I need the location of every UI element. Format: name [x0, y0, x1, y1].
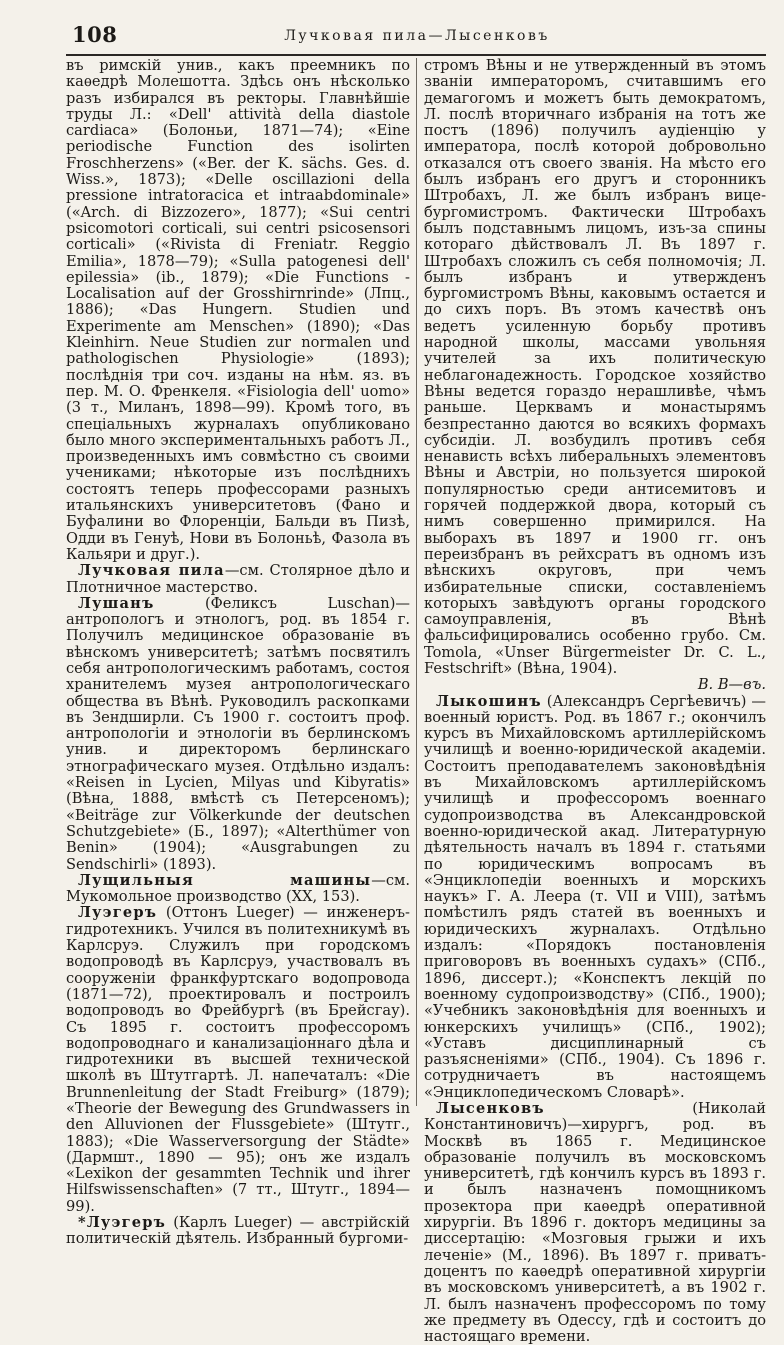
entry-luciani-continuation [66, 58, 410, 563]
entry-text: въ римскій унив., какъ преемникъ по каѳедрѣ Молешотта. Здѣсь онъ нѣсколько разъ избирался въ ректоры. Главнѣйшіе труды Л.: «Dell' attività della diastole cardiaca» (Болоньи, 1871—74); «Eine periodische Function des isolirten Froschherzens» («Ber. der K. sächs. Ges. d. Wiss.», 1873); «Delle oscillazioni della pressione intratoracica et intraabdominale» («Arch. di Bizzozero», 1877); «Sui centri psicomotori corticali, sui centri psicosensori corticali» («Rivista di Freniatr. Reggio Emilia», 1878—79); «Sulla patogenesi dell' epilessia» (ib., 1879); «Die Functions - Localisation auf der Grosshirnrinde» (Лпц., 1886); «Das Hungern. Studien und Experimente am Menschen» (1890); «Das Kleinhirn. Neue Studien zur normalen und pathologischen Physiologie» (1893); послѣднія три соч. изданы на нѣм. яз. въ пер. М. О. Френкеля. «Fisiologia dell' uomo» (3 т., Миланъ, 1898—99). Кромѣ того, въ спеціальныхъ журналахъ опубликовано было много экспериментальныхъ работъ Л., произведенныхъ имъ совмѣстно съ своими учениками; нѣкоторые изъ послѣднихъ состоятъ теперь профессорами разныхъ итальянскихъ университетовъ (Фано и Буфалини во Флоренціи, Бальди въ Пизѣ, Одди въ Генуѣ, Нови въ Болоньѣ, Фазола въ Кальяри и друг.). [66, 57, 410, 563]
entry-headword: *Луэгеръ [78, 1214, 166, 1232]
column-divider [416, 58, 417, 1106]
entry-headword: Лысенковъ [436, 1100, 545, 1117]
entry-text: стромъ Вѣны и не утвержденный въ этомъ званіи императоромъ, считавшимъ его демагогомъ и можетъ быть демократомъ, Л. послѣ вторичнаго избранія на тотъ же постъ (1896) получилъ аудіенцію у императора, послѣ которой добровольно отказался отъ своего званія. На мѣсто его былъ избранъ его другъ и сторонникъ Штробахъ, Л. же былъ избранъ вице-бургомистромъ. Фактически Штробахъ былъ подставнымъ лицомъ, изъ-за спины котораго дѣйствовалъ Л. Въ 1897 г. Штробахъ сложилъ съ себя полномочія; Л. былъ избранъ и утвержденъ бургомистромъ Вѣны, каковымъ остается и до сихъ поръ. Въ этомъ качествѣ онъ ведетъ усиленную борьбу противъ народной школы, массами увольняя учителей за ихъ политическую неблагонадежность. Городское хозяйство Вѣны ведется гораздо нерашливѣе, чѣмъ раньше. Церквамъ и монастырямъ безпрестанно даются во всякихъ формахъ субсидіи. Л. возбудилъ противъ себя ненависть всѣхъ либеральныхъ элементовъ Вѣны и Австріи, но пользуется широкой популярностью среди антисемитовъ и горячей поддержкой двора, который съ нимъ совершенно примирился. На выборахъ въ 1897 и 1900 гг. онъ переизбранъ въ рейхсратъ въ одномъ изъ вѣнскихъ округовъ, при чемъ избирательные списки, составленіемъ которыхъ завѣдуютъ органы городского самоуправленія, въ Вѣнѣ фальсифицировались особенно грубо. См. Tomola, «Unser Bürgermeister Dr. C. L., Festschrift» (Вѣна, 1904). [424, 57, 766, 677]
entry-lueger-karl-continuation [424, 58, 766, 694]
entry-text: (Николай Константиновичъ)—хирургъ, род. въ Москвѣ въ 1865 г. Медицинское образованіе получилъ въ московскомъ университетѣ, гдѣ кончилъ курсъ въ 1893 г. и былъ назначенъ помощникомъ прозектора при каѳедрѣ оперативной хирургіи. Въ 1896 г. докторъ медицины за диссертацію: «Мозговыя грыжи и ихъ леченіе» (М., 1896). Въ 1897 г. приватъ-доцентъ по каѳедрѣ оперативной хирургіи въ московскомъ университетѣ, а въ 1902 г. Л. былъ назначенъ профессоромъ по тому же предмету въ Одессу, гдѣ и состоитъ до настоящаго времени. [424, 1100, 766, 1345]
entry-headword: Лучковая пила [78, 562, 225, 580]
entry-lueger-karl [66, 1215, 410, 1248]
entry-text: (Александръ Сергѣевичъ) —военный юристъ. Род. въ 1867 г.; окончилъ курсъ въ Михайловскомъ артиллерійскомъ училищѣ и военно-юридической академіи. Состоитъ преподавателемъ законовѣдѣнія въ Михайловскомъ артиллерійскомъ училищѣ и профессоромъ военнаго судопроизводства въ Александровской военно-юридической акад. Литературную дѣятельность началъ въ 1894 г. статьями по юридическимъ вопросамъ въ «Энциклопедіи военныхъ и морскихъ наукъ» Г. А. Леера (т. VII и VIII), затѣмъ помѣстилъ рядъ статей въ военныхъ и юридическихъ журналахъ. Отдѣльно издалъ: «Порядокъ постановленія приговоровъ въ военныхъ судахъ» (СПб., 1896, диссерт.); «Конспектъ лекцій по военному судопроизводству» (СПб., 1900); «Учебникъ законовѣдѣнія для военныхъ и юнкерскихъ училищъ» (СПб., 1902); «Уставъ дисциплинарный съ разъясненіями» (СПб., 1904). Съ 1896 г. сотрудничаетъ въ настоящемъ «Энциклопедическомъ Словарѣ». [424, 692, 766, 1101]
entry-text: —см. Столярное дѣло и Плотничное мастерство. [66, 562, 410, 596]
header-rule [66, 54, 766, 56]
page-header [72, 18, 762, 52]
entry-text: (Феликсъ Luschan)—антропологъ и этнологъ, род. въ 1854 г. Получилъ медицинское образованіе въ вѣнскомъ университетѣ; затѣмъ посвятилъ себя антропологическимъ работамъ, состоя хранителемъ музея антропологическаго общества въ Вѣнѣ. Руководилъ раскопками въ Зендширли. Съ 1900 г. состоитъ проф. антропологіи и этнологіи въ берлинскомъ унив. и директоромъ берлинскаго этнографическаго музея. Отдѣльно издалъ: «Reisen in Lycien, Milyas und Kibyratis» (Вѣна, 1888, вмѣстѣ съ Петерсеномъ); «Beiträge zur Völkerkunde der deutschen Schutzgebiete» (Б., 1897); «Alterthümer von Benin» (1904); «Ausgrabungen zu Sendschirli» (1893). [66, 594, 410, 873]
entry-lushchilnye-mashiny [66, 873, 410, 906]
entry-text: —см. Мукомольное производство (XX, 153). [66, 871, 410, 906]
entry-headword: Луэгеръ [78, 904, 158, 922]
entry-luchkovaya-pila [66, 563, 410, 596]
entry-luschan [66, 596, 410, 873]
entry-text: (Карлъ Lueger) — австрійскій политическій дѣятель. Избранный бургоми- [66, 1214, 410, 1248]
left-column [66, 57, 410, 1248]
entry-headword: Лыкошинъ [436, 692, 542, 710]
page-number: 108 [72, 22, 118, 47]
running-head: Лучковая пила—Лысенковъ [284, 28, 550, 44]
entry-lysenkov [424, 1101, 766, 1345]
entry-text: (Оттонъ Lueger) — инженеръ-гидротехникъ. Учился въ политехникумѣ въ Карлсруэ. Служилъ при городскомъ водопроводѣ въ Карлсруэ, участвовалъ въ сооруженіи франкфуртскаго водопровода (1871—72), проектировалъ и построилъ водопроводъ во Фрейбургѣ (въ Брейсгау). Съ 1895 г. состоитъ профессоромъ водопроводнаго и канализаціоннаго дѣла и гидротехники въ высшей технической школѣ въ Штутгартѣ. Л. напечаталъ: «Die Brunnenleitung der Stadt Freiburg» (1879); «Theorie der Bewegung des Grundwassers in den Alluvionen der Flussgebiete» (Штутг., 1883); «Die Wasserversorgung der Städte» (Дармшт., 1890 — 95); онъ же издалъ «Lexikon der gesammten Technik und ihrer Hilfswissenschaften» (7 тт., Штутг., 1894—99). [66, 904, 410, 1215]
entry-lueger-otto [66, 905, 410, 1215]
entry-headword: Лушанъ [78, 594, 155, 612]
entry-signature: В. В—въ. [697, 676, 766, 694]
entry-lykoshin [424, 694, 766, 1101]
right-column [424, 57, 766, 1345]
entry-headword: Лущильныя машины [78, 871, 372, 889]
